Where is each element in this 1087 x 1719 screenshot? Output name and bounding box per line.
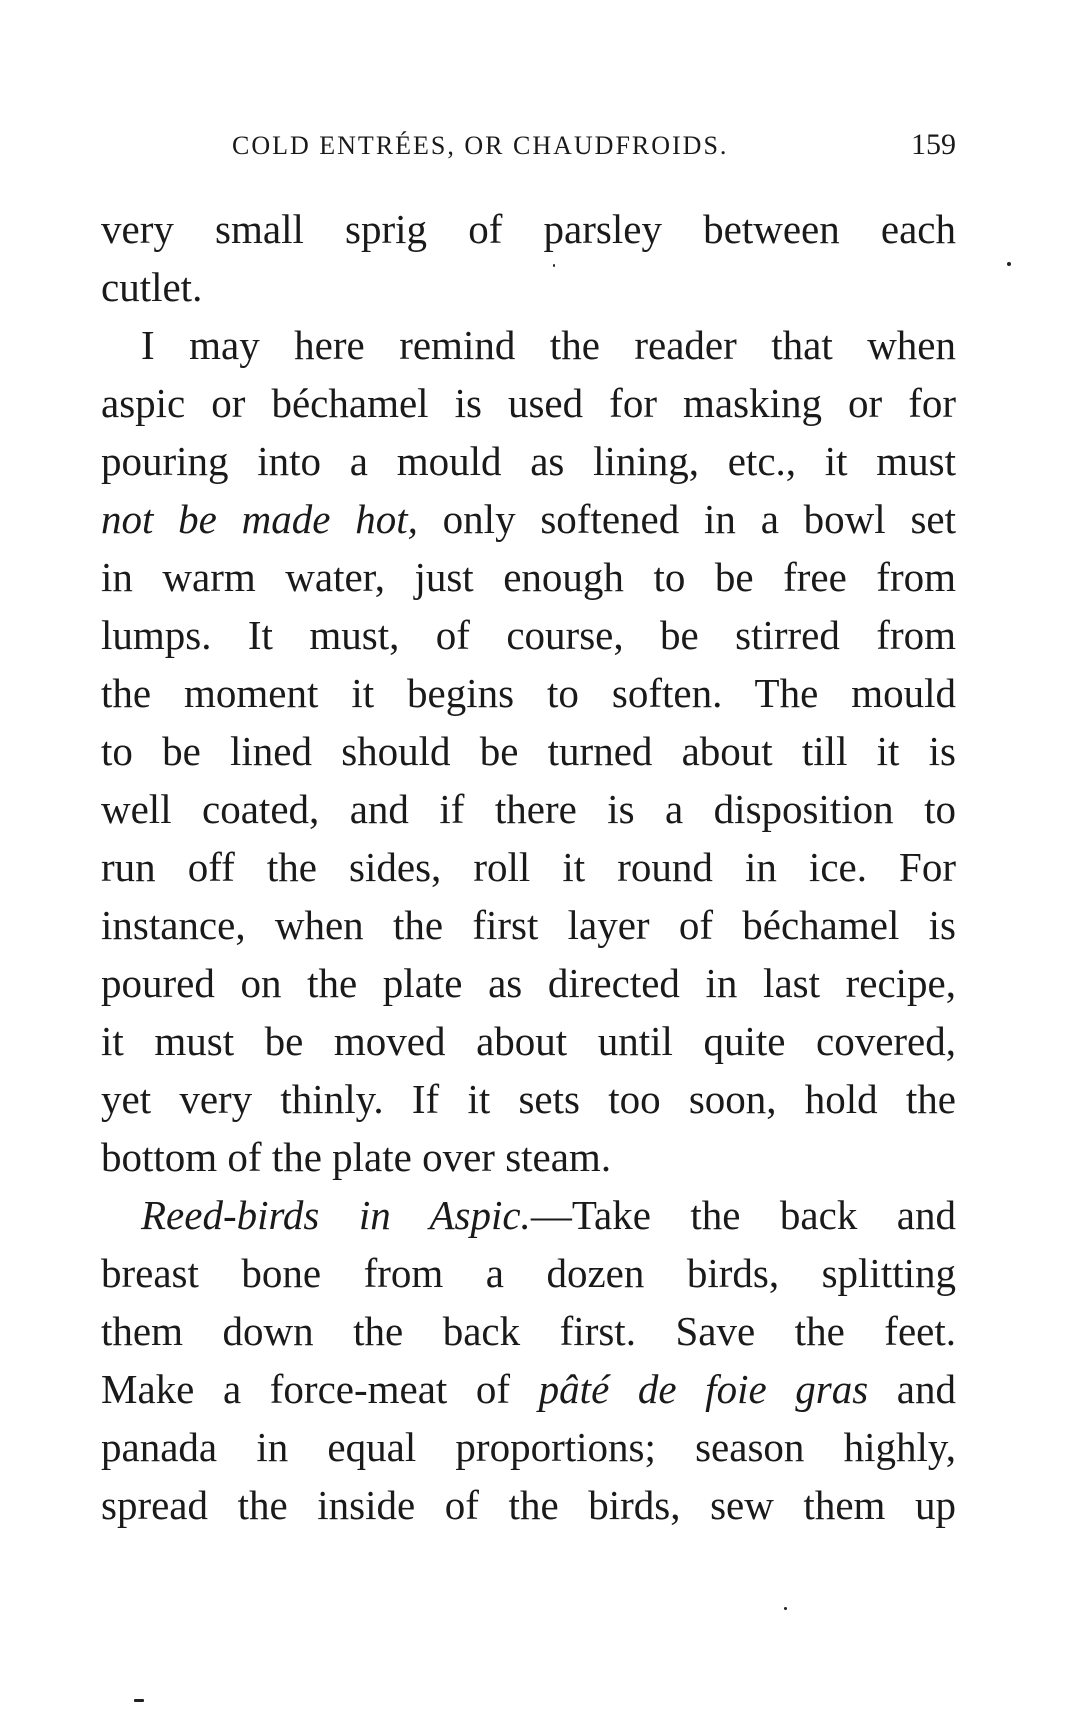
text-line [101,954,956,1012]
text-line [101,722,956,780]
text-segment: pouring into a mould as lining, etc., it must [101,438,956,484]
text-segment: and [868,1366,956,1412]
running-head [232,128,956,168]
italic-segment: not be made hot, [101,496,418,542]
text-segment: aspic or béchamel is used for masking or for [101,380,956,426]
scan-speck [784,1607,787,1610]
text-segment: in warm water, just enough to be free from [101,554,956,600]
text-segment: poured on the plate as directed in last recipe, [101,960,956,1006]
text-line [101,780,956,838]
text-segment: panada in equal proportions; season highly, [101,1424,956,1470]
text-segment: spread the inside of the birds, sew them up [101,1482,956,1528]
page-number: 159 [911,128,956,161]
text-line [101,1186,956,1244]
italic-segment: pâté de foie gras [538,1366,869,1412]
text-segment: it must be moved about until quite covered, [101,1018,956,1064]
text-line [101,374,956,432]
text-line [101,432,956,490]
text-segment: only softened in a bowl set [417,496,956,542]
text-segment: yet very thinly. If it sets too soon, hold the [101,1076,956,1122]
text-line [101,838,956,896]
scan-speck [1007,262,1011,266]
text-line [101,1418,956,1476]
text-line [101,1012,956,1070]
scan-speck [134,1699,144,1702]
text-line [101,1244,956,1302]
text-line [101,200,956,258]
italic-segment: Reed-birds in Aspic. [141,1192,531,1238]
text-segment: cutlet. [101,264,203,310]
text-segment: Make a force-meat of [101,1366,539,1412]
text-line [101,258,956,316]
text-line [101,1128,956,1186]
text-line [101,896,956,954]
text-line [101,1360,956,1418]
text-segment: —Take the back and [530,1192,956,1238]
text-segment: bottom of the plate over steam. [101,1134,612,1180]
text-line [101,1476,956,1534]
text-segment: very small sprig of parsley between each [101,206,956,252]
text-line [101,606,956,664]
text-line [101,1302,956,1360]
running-title: COLD ENTRÉES, OR CHAUDFROIDS. [232,131,729,160]
text-line [101,664,956,722]
scan-speck [553,264,555,267]
body-text [101,200,956,1534]
text-segment: I may here remind the reader that when [141,322,956,368]
text-segment: run off the sides, roll it round in ice. For [101,844,956,890]
text-line [101,1070,956,1128]
text-line [101,548,956,606]
text-segment: to be lined should be turned about till it is [101,728,956,774]
text-line [101,316,956,374]
text-line [101,490,956,548]
text-segment: breast bone from a dozen birds, splitting [101,1250,956,1296]
text-segment: well coated, and if there is a disposition to [101,786,956,832]
text-segment: lumps. It must, of course, be stirred from [101,612,956,658]
text-segment: instance, when the first layer of béchamel is [101,902,956,948]
text-segment: them down the back first. Save the feet. [101,1308,956,1354]
text-segment: the moment it begins to soften. The mould [101,670,956,716]
